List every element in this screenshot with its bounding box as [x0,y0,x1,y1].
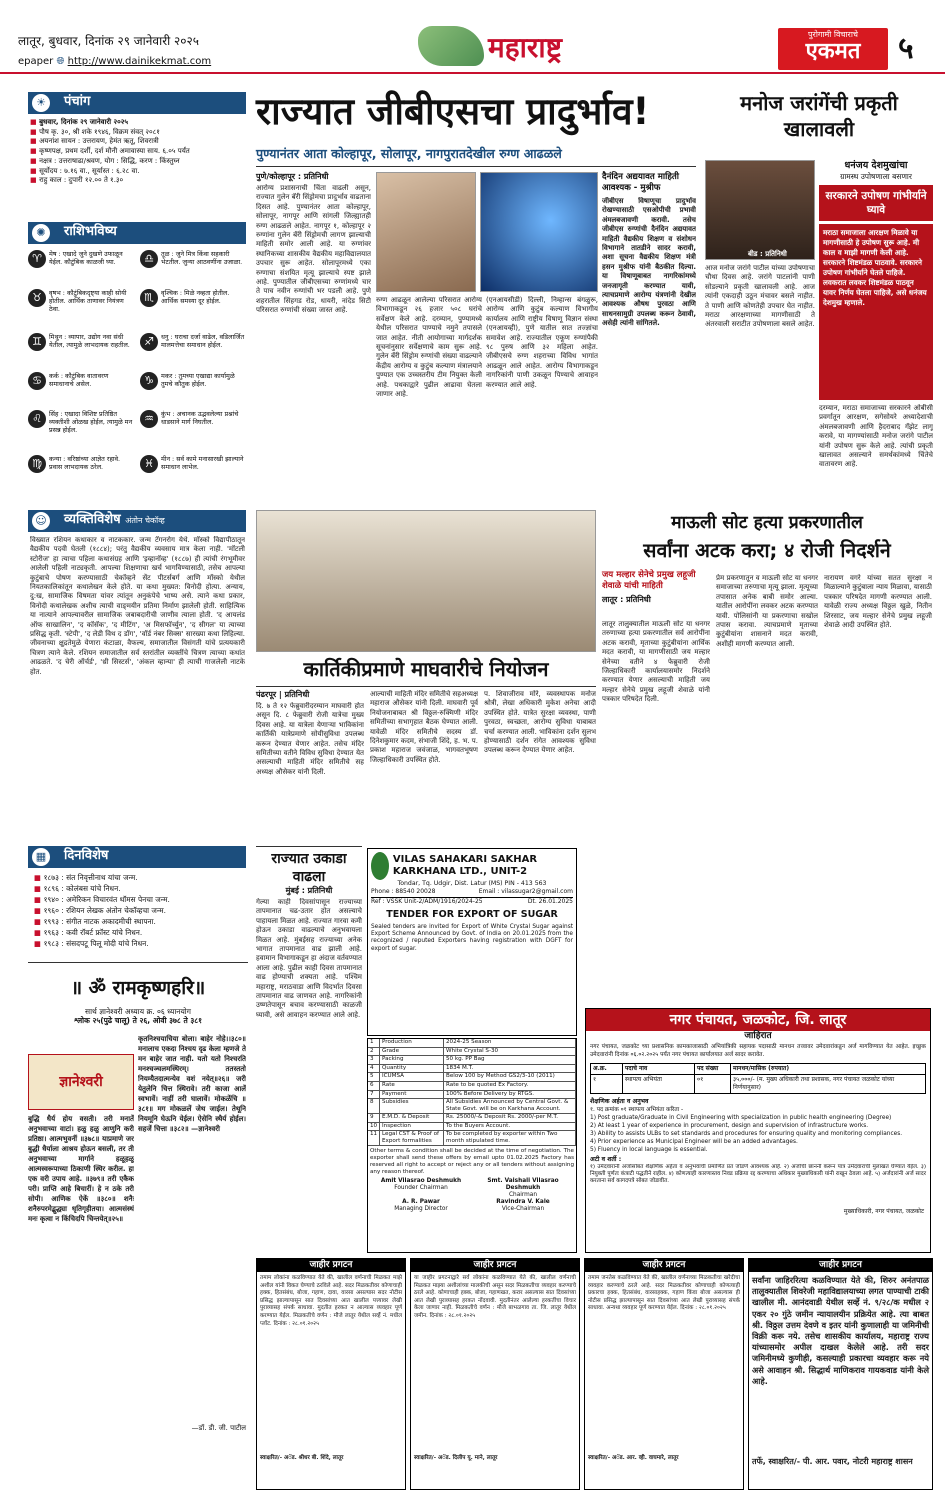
divider [256,686,596,687]
panchang-header [28,92,246,114]
mauli-sub1: जय मल्हार सेनेचे प्रमुख लहूजी [602,570,696,580]
gbs-headline: राज्यात जीबीएसचा प्रादुर्भाव! [256,90,650,133]
list-item: ■ १८७३ : संत निवृत्तीनाथ यांचा जन्म. [34,873,138,882]
tender-phone: Phone : 88540 20028 [371,887,436,895]
tender-sign3-name: A. R. Pawar [402,1199,440,1206]
mauli-col1: लातूर तालुक्यातील माऊली सोट या धनगर तरुणाच्या हत्या प्रकरणातील सर्व आरोपींना अटक करावी, मृताच्या कुटुंबीयांना आर्थिक मदत करावी, या मागणीसाठी जय मल्हार सेनेच्या वतीने ४ फेब्रुवारी रोजी जिल्हाधिकारी कार्यालयासमोर निदर्शने करण्यात येणार असल्याची माहिती जय मल्हार सेनेचे प्रमुख लहूजी शेवाळे यांनी पत्रकार परिषदेत दिली. [602,620,710,704]
np-title: नगर पंचायत, जळकोट, जि. लातूर [586,1009,930,1031]
notice-sign: तर्फे, स्वाक्षरित/- पी. आर. पवार, नोटरी महाराष्ट्र शासन [752,1457,913,1466]
tender-intro: Sealed tenders are invited for Export of White Crystal Sugar against Export Scheme Announced by Govt. of India on 20.01.2025 from the recognized / reputed Exporters having registration with DGFT for export of sugar. [371,923,573,952]
table-row: 5 ICUMSA Below 100 by Method GS2/3-10 (2011) [368,1073,576,1082]
verses-left: बुद्धि धैर्य होय वसती। तरी मनातें अनुभवाच्या वाटां। हळु हळु आणुनि करी प्रतिष्ठा। आत्मभुवनीं ॥३७८॥ याप्रमाणे जर बुद्धी धैर्याला आश्रय होऊन बसली, तर ती अनुभवाच्या मार्गाने हळूहळू आत्मस्वरूपाच्या ठिकाणी स्थिर करील. हा एक वरी उपाय आहे. ॥३७९॥ तरी एकैक परी। प्राप्ति आहे बिचारीं। हे न ठके तरी सोपी। आणिक ऐकें ॥३८०॥ शनैः शनैरुपरमेद्बुद्ध्या धृतिगृहीतया। आत्मसंस्थं मनः कृत्वा न किंचिदपि चिन्तयेत्॥२५॥ [28,1114,134,1223]
list-item: ■ १९९३ : संगीत नाटक अकादमीची स्थापना. [34,917,156,926]
cold-story [256,846,362,1251]
rashi-item: ♉ वृषभ : कौटुंबिकदृष्ट्या काही सोयी होतील. आर्थिक ताणावर नियंत्रण ठेवा. [28,289,134,331]
panchang-row: ■ अयनांश सायन : उत्तरायण, हेमंत ऋतू, शिवरात्री [30,137,159,146]
notice-head: जाहीर प्रगटन [749,1259,932,1272]
list-item: ■ १९६० : रशियन लेखक अंतोन चेकॉव्हचा जन्म. [34,906,167,915]
public-notice-2 [410,1258,580,1490]
date-line: लातूर, बुधवार, दिनांक २९ जानेवारी २०२५ [18,34,199,48]
kartiki-col1 [256,690,364,840]
newspaper-logo [778,28,888,70]
table-row: 7 Payment 100% Before Delivery by RTGS. [368,1091,576,1100]
notice-sign: स्वाक्षरित/- अॅड. श्रीधर बी. शिंदे, लातूर [260,1455,344,1461]
ramkrishna-title: ॥ ॐ रामकृष्णहरि॥ [70,977,206,999]
tender-sign2-role: Chairman [508,1192,538,1199]
gbs-box-text: जीबीएस विषाणूचा प्रादुर्भाव रोखण्यासाठी एसओपीची प्रभावी अंमलबजावणी करावी. तसेच जीबीएस रुग्णांची दैनंदिन अद्ययावत माहिती वैद्यकीय शिक्षण व संशोधन विभागाने तातडीने सादर करावी, अशा सूचना वैद्यकीय शिक्षण मंत्री हसन मुश्रीफ यांनी बैठकीत दिल्या. या विषाणूबाबत नागरिकांमध्ये जनजागृती करण्यात यावी, त्याचप्रमाणे आरोग्य यंत्रणांनी देखील आवश्यक औषध पुरवठा आणि साधनसामुग्री उपलब्ध करून ठेवावी, असेही त्यांनी सांगितले. [602,197,696,328]
notice-body: तमाम लोकांना कळविण्यात येते की, खालील वर्णनाची मिळकत माझे अशील यांनी विकत घेण्याचे ठरविले आहे. सदर मिळकतीवर कोणाचाही हक्क, हितसंबंध, बोजा, गहाण, दावा, वारसा असल्यास सदर नोटीस प्रसिद्ध झाल्यापासून सात दिवसांच्या आत खालील पत्त्यावर लेखी पुराव्यासह संपर्क साधावा. मुदतीत हरकत न आल्यास व्यवहार पूर्ण करण्यात येईल. मिळकतीचे वर्णन : मौजे लातूर येथील सर्व्हे नं. मधील प्लॉट. दिनांक : २८.०१.२०२५ [260,1275,402,1327]
virgo-icon: ♍ [28,455,46,473]
np-terms: १) उमेदवारांनी अर्जासोबत शैक्षणिक अर्हता व अनुभवाची प्रमाणित प्रत जोडणे आवश्यक आहे. २) अर्जाची छाननी करून पात्र उमेदवारांची मुलाखत घेण्यात येईल. ३) नियुक्ती पूर्णतः कंत्राटी पद्धतीने राहील. ४) कोणत्याही कारणास्तव निवड प्रक्रिया रद्द करण्याचा अधिकार मुख्याधिकारी यांनी राखून ठेवला आहे. ५) अर्जदारांनी अर्ज सादर करताना सर्व कागदपत्रे सोबत जोडावीत. [590,1163,926,1184]
jarange-byline: बीड : प्रतिनिधी [748,250,787,258]
table-row: 11 Legal CST & Proof of Export formalities To be completed by exporter within Two month stipulated time. [368,1131,576,1146]
aries-icon: ♈ [28,250,46,268]
sun-icon: ☀ [32,94,50,112]
gbs-virus-photo [480,172,598,292]
section-title: महाराष्ट्र [488,31,562,64]
calendar-icon: ▦ [32,848,50,866]
kartiki-col2: आल्याची माहिती मंदिर समितीचे सहअध्यक्ष महाराज औसेकर यांनी दिली. माघवारी पूर्व नियोजनाबाबत श्री विठ्ठल-रुक्मिणी मंदिर समितीच्या सभागृहात बैठक घेण्यात आली. यावेळी मंदिर समितीचे सदस्य डॉ. दिनेशकुमार कदम, संभाजी शिंदे, ह. भ. प. प्रकाश महाराज जवंजाळ, भागवतभूषण जिल्हाधिकारी उपस्थित होते. [370,690,478,764]
gbs-col1-text: आरोग्य प्रशासनाची चिंता वाढली असून, राज्यात गुलेन बॅरी सिंड्रोमचा प्रादुर्भाव वाढताना दिसत आहे. पुण्यानंतर आता कोल्हापूर, सोलापूर, नागपूर आणि सांगली जिल्ह्यातही रुग्ण आढळले आहेत. नागपूर १, कोल्हापूर २ रुग्णांना गुलेन बॅरी सिंड्रोमची लागण झाल्याची माहिती समोर आली आहे. या रुग्णांवर स्थानिकच्या शासकीय वैद्यकीय महाविद्यालयात उपचार सुरू आहेत. सोलापूरमध्ये एका रुग्णाचा संशयित मृत्यू झाल्याचे स्पष्ट झाले आहे. पुण्यातील जीबीएसच्या रुग्णांमध्ये चार ते पाच नवीन रुग्णांची भर पडली आहे. पुणे शहरातील सिंहगड रोड, धायरी, नांदेड सिटी परिसरात रुग्णांची संख्या जास्त आहे. [256,184,371,315]
kartiki-col1-text: दि. ७ ते १२ फेब्रुवारीदरम्यान माघवारी होत असून दि. ८ फेब्रुवारी रोजी यात्रेचा मुख्य दिवस आहे. या यात्रेला येणाऱ्या भाविकांना कार्तिकी यात्रेप्रमाणे सोयीसुविधा उपलब्ध करून देण्यात येणार आहेत. तसेच मंदिर समितीच्या वतीने विविध सुविधा देण्यात येत असल्याची माहिती मंदिर समितीचे सह अध्यक्ष औसेकर यांनी दिली. [256,702,364,776]
dinvishesh-header [28,846,246,868]
epaper-line [18,56,211,69]
panchang-list [30,118,245,218]
cancer-icon: ♋ [28,372,46,390]
list-item: ■ १९६३ : कवी रॉबर्ट फ्रॉस्ट यांचे निधन. [34,928,143,937]
deshmukh-red-title: सरकारने उपोषण गांभीर्याने घ्यावे [819,185,933,221]
np-sign: मुख्याधिकारी, नगर पंचायत, जळकोट [843,1207,924,1215]
vyakti-subtitle: अंतोन चेकॉव्ह [125,516,165,525]
rashi-item: ♐ धनु : घराचा दर्जा वाढेल, वडिलार्जित मालमत्तेचा समाधान होईल. [140,333,246,369]
verses-right: कृतनिश्चयाचिया बोला। बाहेर नोहे।।३८०॥ मनालाच एकदा निश्चय दृढ केला म्हणजे ते मन बाहेर जात नाही. यतो यतो निश्चरति मनश्चञ्चलमस्थिरम्। ततस्ततो नियम्यैतदात्मन्येव वशं नयेत्॥२६॥ जरी येतुलेनि चित्त स्थिरावे। तरी काजा आलें स्वभावें। नाहीं तरी घालावें। मोकळेंचि ॥३८१॥ मग मोकळलें जेथ जाईल। तेथूनि नियमूनि घेऊनि येईल। ऐसेनि स्थैर्य होईल। सहजें चित्ता ॥३८२॥ —ज्ञानेश्वरी [138,1034,246,1133]
gbs-col1 [256,172,371,500]
public-notice-4 [748,1258,933,1490]
tender-sign3-role: Managing Director [394,1206,448,1213]
gbs-col2-text: रुग्ण आढळून आलेल्या परिसरात आरोग्य विभागाकडून २६ हजार ५०८ घरांचे सर्वेक्षण केले आहे. दरम्यान, पुण्यामध्ये येथील परिसरात पाण्याचे नमुने तपासले जात आहेत. नीती आयोगाच्या मार्गदर्शक सूचनांनुसार सर्वेक्षणाचे काम सुरू आहे. गुलेन बॅरी सिंड्रोम रुग्णांची संख्या वाढल्याने केंद्रीय आरोग्य व कुटुंब कल्याण मंत्रालयाने पुण्यात एक उच्चस्तरीय टीम नियुक्त केली आहे. पथकाद्वारे पुढील आढावा घेतला जाणार आहे. [376,296,482,399]
masthead [0,0,945,74]
person-icon: ☺ [32,512,50,530]
tender-sign4-name: Ravindra V. Kale [496,1199,550,1206]
taurus-icon: ♉ [28,289,46,307]
rashi-item: ♊ मिथुन : व्यापार, उद्योग नवा संधी येतील, त्यामुळे लाभदायक राहतील. [28,333,134,369]
np-intro: नगर पंचायत, जळकोट च्या प्रशासनिक कामकाजासाठी अभियांत्रिकी सहायक पदासाठी मानधन तत्त्वावर उमेदवारांकडून अर्ज मागविण्यात येत आहेत. इच्छुक उमेदवारांनी दिनांक ०६.०२.२०२५ पर्यंत नगर पंचायत कार्यालयात अर्ज सादर करावेत. [590,1044,926,1058]
list-item: ■ १८९६ : कोलंबस यांचे निधन. [34,884,121,893]
gemini-icon: ♊ [28,333,46,351]
rashi-item: ♒ कुंभ : अचानक उद्भवलेल्या प्रश्नांचे धाडसाने मार्ग निघतील. [140,410,246,452]
gbs-side-box [602,172,696,500]
list-item: ■ १९८३ : संसदपटू पिलू मोदी यांचे निधन. [34,939,149,948]
rashi-item: ♌ सिंह : एखादा विशिष्ट प्रतिष्ठित व्यक्तीशी ओळख होईल, त्यामुळे मन प्रसन्न होईल. [28,410,134,452]
kartiki-headline: कार्तिकीप्रमाणे माघवारीचे नियोजन [303,657,549,681]
tender-date: Dt. 26.01.2025 [527,898,573,906]
panchang-row: ■ सूर्योदय : ७.१६ वा., सूर्यास्त : ६.२८ वा. [30,166,140,175]
globe-icon: 🌐︎ [56,56,65,67]
mauli-headline-1: माऊली सोट हत्या प्रकरणातील [671,513,863,533]
tender-note: Other terms & condition shall be decided at the time of negotiation. The exporter shall send these offers by email upto 01.02.2025 Factory has reserved all right to accept or reject any or all tenders without assigning any reason thereof. [370,1148,574,1176]
ramkrishna-block [28,962,248,1492]
maharashtra-map-icon [418,26,484,66]
notice-sign: स्वाक्षरित/- अॅड. आर. व्ही. वाघमारे, लातूर [588,1455,679,1461]
deshmukh-name: धनंजय देशमुखांचा [844,160,908,171]
sagittarius-icon: ♐ [140,333,158,351]
nagar-panchayat-ad [585,1008,931,1253]
capricorn-icon: ♑ [140,372,158,390]
scorpio-icon: ♏ [140,289,158,307]
tender-sign1-name: Amit Vilasrao Deshmukh [380,1178,462,1185]
panchang-row: ■ राहु काल : दुपारी १२.०० ते १.३० [30,176,124,185]
rashi-title: राशिभविष्य [64,224,117,239]
mauli-byline: लातूर : प्रतिनिधी [602,595,651,605]
notice-body: सर्वांना जाहिररित्या कळविण्यात येते की, शिरुर अनंतपाळ तालुक्यातील शिवरेजी महाविद्यालयाच्या लगत पाण्याची टाकी खालील मी. आनंदवाडी येथील सर्व्हे नं. ९/२८/क मधील २ एकर २० गुंठे जमीन न्यायालयीन प्रक्रियेत आहे. त्या बाबत श्री. विठ्ठल उत्तम देवणे व इतर यांनी कुणालाही या जमिनीची विक्री करू नये. तसेच शासकीय कार्यालय, महाराष्ट्र राज्य यांच्यासमोर अपील दाखल केलेले आहे. तरी सदर जमिनीमध्ये कुणीही, कसल्याही प्रकारचा व्यवहार करू नये असे आवाहन श्री. सिद्धार्थ माणिकराव गायकवाड यांनी केले आहे. [752,1275,929,1386]
jarange-photo [705,160,815,260]
table-row: 4 Quantity 1834 M.T. [368,1065,576,1074]
rashi-item: ♋ कर्क : कौटुंबिक वातावरण समाधानाचे असेल. [28,372,134,408]
tender-table [367,1038,577,1253]
public-notice-1 [256,1258,406,1490]
gbs-box-title: दैनंदिन अद्ययावत माहिती आवश्यक - मुश्रीफ [602,172,680,193]
panchang-row: ■ नक्षत्र : उत्तराषाढा/श्रवण, योग : सिद्धि, करण : किंस्तुघ्न [30,156,180,165]
mauli-headline-2: सर्वांना अटक करा; ४ रोजी निदर्शने [643,539,891,562]
rashi-item: ♈ मेष : एखादे जुने दुखणे उफाळून येईल. कौटुंबिक काळजी घ्या. [28,250,134,286]
table-row: 10 Inspection To the Buyers Account. [368,1123,576,1132]
rashi-item: ♑ मकर : तुमच्या एखाद्या कार्यामुळे तुमचे कौतुक होईल. [140,372,246,408]
dinvishesh-list [34,872,244,952]
panchang-row: ■ पौष कृ. ३०, श्री शके १९४६, विक्रम संवत् २०८१ [30,127,160,136]
kartiki-byline: पंढरपूर | प्रतिनिधी [256,690,310,699]
mauli-sub [602,570,714,607]
panchang-title: पंचांग [64,94,91,109]
rashi-item: ♏ वृश्चिक : मिळे नव्हता होतील. आर्थिक समस्या दूर होईल. [140,289,246,331]
vilas-logo-icon [371,852,389,880]
ramkrishna-line1: सार्थ ज्ञानेश्वरी अध्याय क्र. ०६ ध्यानयोग [85,1006,191,1016]
tender-title: TENDER FOR EXPORT OF SUGAR [386,908,558,920]
gbs-hand-photo [376,172,476,292]
meeting-photo [256,510,596,652]
table-row: 8 Subsidies All Subsidies Announced by Central Govt. & State Govt. will be on Karkhana Account. [368,1099,576,1114]
np-subtitle: जाहिरात [744,1031,772,1041]
rashi-grid [28,250,246,490]
ramkrishna-author: —डॉ. डी. जी. पाटील [191,1423,246,1432]
page-number: ५ [898,31,914,66]
notice-sign: स्वाक्षरित/- अॅड. दिलीप यू. माने, लातूर [414,1455,498,1461]
jarange-headline: मनोज जरांगेंची प्रकृती खालावली [740,91,898,141]
jarange-col2: दरम्यान, मराठा समाजाच्या सरकारने ओबीसी प्रवर्गातून आरक्षण, सगेसोयरे अध्यादेशाची अंमलबजावणी आणि हैदराबाद गॅझेट लागू करावे, या मागण्यांसाठी मनोज जरांगे पाटील यांनी उपोषण सुरू केले आहे. त्यांची प्रकृती खालावत असल्याने समर्थकांमध्ये चिंतेचे वातावरण आहे. [819,404,933,469]
mauli-sub2: शेवाळे यांची माहिती [602,580,663,591]
notice-body: या जाहीर प्रगटनाद्वारे सर्व लोकांना कळविण्यात येते की, खालील वर्णनाची मिळकत माझ्या अशीलांच्या मालकीची असून सदर मिळकतीचा व्यवहार करण्याचे ठरले आहे. कोणाचाही हक्क, बोजा, गहाणखत, करार असल्यास सात दिवसांच्या आत लेखी पुराव्यासह हरकत नोंदवावी. मुदतीनंतर आलेल्या हरकतींचा विचार केला जाणार नाही. मिळकतीचे वर्णन : मौजे बाभळगाव ता. जि. लातूर येथील जमीन. दिनांक : २८.०१.२०२५ [414,1275,576,1319]
panchang-row: ■ कृष्णपक्ष, प्रथम दर्शी, दर्श मौनी अमावास्या साय. ६.०५ पर्यंत [30,147,190,156]
rashi-item: ♓ मीन : सर्व कामे मनासारखी झाल्याने समाधान लाभेल. [140,455,246,491]
rashi-header [28,222,246,244]
gbs-col3-text: (एनआयसीडी) दिल्ली, निम्हान्स बंगळुरू, आरोग्य आणि कुटुंब कल्याण विभागीय कार्यालय आणि राष्ट्रीय विषाणू विज्ञान संस्था (एनआयव्ही), पुणे यातील सात तज्ज्ञांचा समावेश आहे. राज्यातील एकूण रुग्णांपैकी ९८ पुरुष आणि ३२ महिला आहेत. जीबीएसचे रुग्ण शहराच्या विविध भागांत आढळून आले आहेत. आरोग्य विभागाकडून नागरिकांनी पाणी उकळून पिण्याचे आवाहन करण्यात आले आहे. [486,296,598,389]
leo-icon: ♌ [28,410,46,428]
tender-address: Tondar, Tq. Udgir, Dist. Latur (MS) PIN - 413 563 [397,880,547,887]
cold-body: गेल्या काही दिवसांपासून राज्याच्या तापमानात चढ-उतार होत असल्याचे पाहायला मिळत आहे. राज्यात गारवा कमी होऊन उकाडा वाढल्याचे अनुभवायला मिळत आहे. मुंबईसह राज्याच्या अनेक भागात तापमानात वाढ झाली आहे. हवामान विभागाकडून हा अंदाज वर्तवण्यात आला आहे. पुढील काही दिवस तापमानात वाढ होण्याची शक्यता आहे. पश्चिम महाराष्ट्र, मराठवाडा आणि विदर्भात दिवसा तापमानात वाढ जाणवत आहे. नागरिकांनी उष्णतेपासून बचाव करण्यासाठी काळजी घ्यावी, असे आवाहन करण्यात आले आहे. [256,898,362,1019]
cold-byline: मुंबई : प्रतिनिधी [285,886,333,895]
gbs-subhead: पुण्यानंतर आता कोल्हापूर, सोलापूर, नागपुरातदेखील रुग्ण आढळले [256,146,562,161]
deshmukh-box-body: मराठा समाजाला आरक्षण मिळावे या मागणीसाठी हे उपोषण सुरू आहे. मी काल व माझी मागणी केली आहे. सरकारने शिष्टमंडळ पाठवावे. सरकारने उपोषण गांभीर्याने घेतले पाहिजे. लवकरात लवकर शिष्टमंडळ पाठवून यावर निर्णय घेतला पाहिजे, असे धनंजय देशमुख म्हणाले. [819,224,933,400]
tender-sign2-name: Smt. Vaishali Vilasrao Deshmukh [487,1178,559,1192]
notice-head: जाहीर प्रगटन [257,1259,405,1272]
mauli-col2: प्रेम प्रकरणातून व माऊली सोट या धनगर समाजाच्या तरुणाचा मृत्यू झाला. मृत्यूच्या तपासात अनेक बाबी समोर आल्या. यातील आरोपींना लवकर अटक करण्यात यावी. पोलिसांनी या प्रकरणाचा सखोल तपास करावा. त्याचप्रमाणे मृताच्या कुटुंबीयांना शासनाने मदत करावी, अशीही मागणी करण्यात आली. [716,574,818,648]
gbs-byline: पुणे/कोल्हापूर : प्रतिनिधी [256,172,329,181]
tender-sign4-role: Vice-Chairman [501,1206,545,1213]
ramkrishna-line2: श्लोक २५(पुढे चालू) ते २६, ओवी ३७८ ते ३८१ [73,1016,203,1026]
list-item: ■ १९४० : अमेरिकन विचारवंत थॉमस पेनचा जन्म. [34,895,170,904]
public-notice-3 [584,1258,744,1490]
vyakti-header [28,510,246,532]
cold-headline-1: राज्यात उकाडा [271,851,347,867]
vyakti-title: व्यक्तिविशेष [64,512,121,527]
tender-sign1-role: Founder Chairman [394,1185,448,1192]
pisces-icon: ♓ [140,455,158,473]
np-table: अ.क्र. पदाचे नाव पद संख्या मानधन/मासिक (रुपयात) १ स्थापत्य अभियंता ०१ ३५,०००/- (म. मुख्य अधिकारी तथा प्रशासक, नगर पंचायत जळकोट यांच्या निर्णयानुसार) [590,1063,926,1094]
notice-head: जाहीर प्रगटन [411,1259,579,1272]
kartiki-col3: प. शिवाजीराव मोरे, व्यवस्थापक मनोज श्रोत्री, लेखा अधिकारी मुकेश अनेचा आदी उपस्थित होते. यात्रेत सुरक्षा व्यवस्था, पाणी पुरवठा, स्वच्छता, आरोग्य सुविधा याबाबत चर्चा करण्यात आली. भाविकांना दर्शन सुलभ होण्यासाठी दर्शन रांगेत आवश्यक सुविधा उपलब्ध करून देण्यात येणार आहेत. [484,690,596,755]
tender-header [367,848,577,1036]
deshmukh-sub: ग्रामस्थ उपोषणाला बसणार [840,171,912,181]
rashi-item: ♍ कन्या : वरिष्ठांच्या आज्ञेत रहावे. प्रवास लाभदायक ठरेल. [28,455,134,491]
np-reqs-title: शैक्षणिक अर्हता व अनुभव [590,1098,649,1106]
table-row: 2 Grade White Crystal S-30 [368,1048,576,1057]
tender-email: Email : vilassugar2@gmail.com [478,887,573,895]
epaper-label: epaper [18,56,54,67]
panchang-row: ■ बुधवार, दिनांक २९ जानेवारी २०२५ [30,118,129,126]
notice-head: जाहीर प्रगटन [585,1259,743,1272]
rashi-item: ♎ तूळ : जुने मित्र किंवा सहकारी भेटतील. जुन्या आठवणींना उजाळा. [140,250,246,286]
np-reqs: १. पद क्रमांक ०१ स्थापत्य अभियंता करिता - 1) Post graduate/Graduate in Civil Engineering with specialization in public health engineering (Degree) 2) At least 1 year of experience in procurement, design and supervision of infrastructure works. 3) Ability to assists ULBs to set standards and procedures for ensuring quality and monitoring compliances. 4) Prior experience as Municipal Engineer will be an added advantages. 5) Fluency in local language is essential. [590,1106,903,1153]
jarange-col1: आज मनोज जरांगे पाटील यांच्या उपोषणाचा चौथा दिवस आहे. जरांगे पाटलांनी पाणी सोडल्याने प्रकृती खालावली आहे. आज त्यांनी एकदाही उठून मंचावर बसले नाहीत. ते पाणी आणि कोणतेही उपचार घेत नाहीत. मराठा आरक्षणाच्या मागणीसाठी ते अंतरवाली सराटीत उपोषणाला बसले आहेत. [705,264,815,329]
zodiac-wheel-icon: ✺ [32,224,50,242]
epaper-link[interactable]: http://www.dainikekmat.com [67,56,212,67]
tender-ref: Ref : VSSK Unit-2/ADM/1916/2024-25 [371,898,483,906]
dnyaneshwari-logo: ज्ञानेश्वरी [28,1054,134,1110]
cold-headline-2: वाढला [292,868,326,885]
np-terms-title: अटी व शर्ती : [590,1155,622,1163]
aquarius-icon: ♒ [140,410,158,428]
libra-icon: ♎ [140,250,158,268]
brand-name: एकमत [805,39,861,64]
mauli-col3: नारायण वगरे यांच्या सतत सुरक्षा न मिळाल्याने कुटुंबाला न्याय मिळावा, यासाठी पत्रकार परिषदेत मागणी करण्यात आली. यावेळी राज्य अध्यक्ष विठ्ठल खुळे, नितीन शिरसाट, जय मल्हार सेनेचे प्रमुख लहूजी शेवाळे आदी उपस्थित होते. [824,574,932,630]
divider [256,166,696,167]
brand-tagline: पुरोगामी विचाराचे [808,30,858,39]
dinvishesh-title: दिनविशेष [64,848,109,863]
deshmukh-side [819,160,933,221]
vyakti-body: विख्यात रशियन कथाकार व नाटककार. जन्म टॅगनरोग येथे. मॉस्को विद्यापीठातून वैद्यकीय पदवी घेतली (१८८४); परंतु वैद्यकीय व्यवसाय मात्र केला नाही. 'मॉटली स्टोरीज' हा त्याचा पहिला कथासंग्रह आणि 'इव्हानॉव्ह' (१८८७) ही त्यांची रंगभूमीवर आलेली पहिली नाट्यकृती. आपल्या शिक्षणाचा खर्च भागविण्यासाठी, तसेच आपल्या कुटुंबाचे पोषण करण्यासाठी चेकॉव्हने सेंट पीटर्सबर्ग आणि मॉस्को येथील नियतकालिकांतून कथालेखन केले होते. या कथा मुख्यत: विनोदी होत्या. अन्याय, दु:ख, सामाजिक विषमता यांवर त्यांतून अनुकंपेचे भाष्य असे. त्याने कथा प्रकार, विनोदी कथालेखक अशीच त्याची वाङ्‌मयीन प्रतिमा निर्माण झालेली होती. साहित्यिक या नात्याने आपल्यावरील सामाजिक जबाबदारीची जाणीव त्याला होती. 'द आयलंड ऑफ साखालिन', 'द कॉसॅक', 'द मीटिंग', 'अ मिसफॉर्च्युन', 'द सीगल' या त्याच्या प्रसिद्ध कृती. 'स्टेपी', 'द लेडी विथ द डॉग', 'वॉर्ड नंबर सिक्स' सारख्या कथा लिहिल्या. जीवनाच्या क्षुद्रतेमुळे येणारा कंटाळा, वैफल्य, समाजातील विसंगती यांचे प्रत्ययकारी चित्रण त्याने केले. रशियन समाजातील सर्व स्तरांतील व्यक्तींचे चित्रण त्याच्या कथांत आढळते. 'द चेरी ऑर्चर्ड', 'थ्री सिस्टर्स', 'अंकल व्हान्या' ही त्याची गाजलेली नाटके होत. [30,536,245,676]
table-row: 9 E.M.D. & Deposit Rs. 25000/-& Deposit Rs. 2000/-per M.T. [368,1114,576,1123]
table-row: 6 Rate Rate to be quoted Ex Factory. [368,1082,576,1091]
table-row: 1 Production 2024-25 Season [368,1039,576,1048]
notice-body: तमाम जनतेस कळविण्यात येते की, खालील वर्णनाच्या मिळकतीचा खरेदीचा व्यवहार करण्याचे ठरले आहे. सदर मिळकतीवर कोणाचाही कोणत्याही प्रकारचा हक्क, हितसंबंध, वारसाहक्क, गहाण किंवा बोजा असल्यास ही नोटीस प्रसिद्ध झाल्यापासून सात दिवसांच्या आत लेखी पुराव्यासह संपर्क साधावा. अन्यथा व्यवहार पूर्ण करण्यात येईल. दिनांक : २८.०१.२०२५ [588,1275,740,1312]
tender-company: VILAS SAHAKARI SAKHAR KARKHANA LTD., UNIT-2 [392,854,538,877]
table-row: 3 Packing 50 kg. PP Bag [368,1056,576,1065]
